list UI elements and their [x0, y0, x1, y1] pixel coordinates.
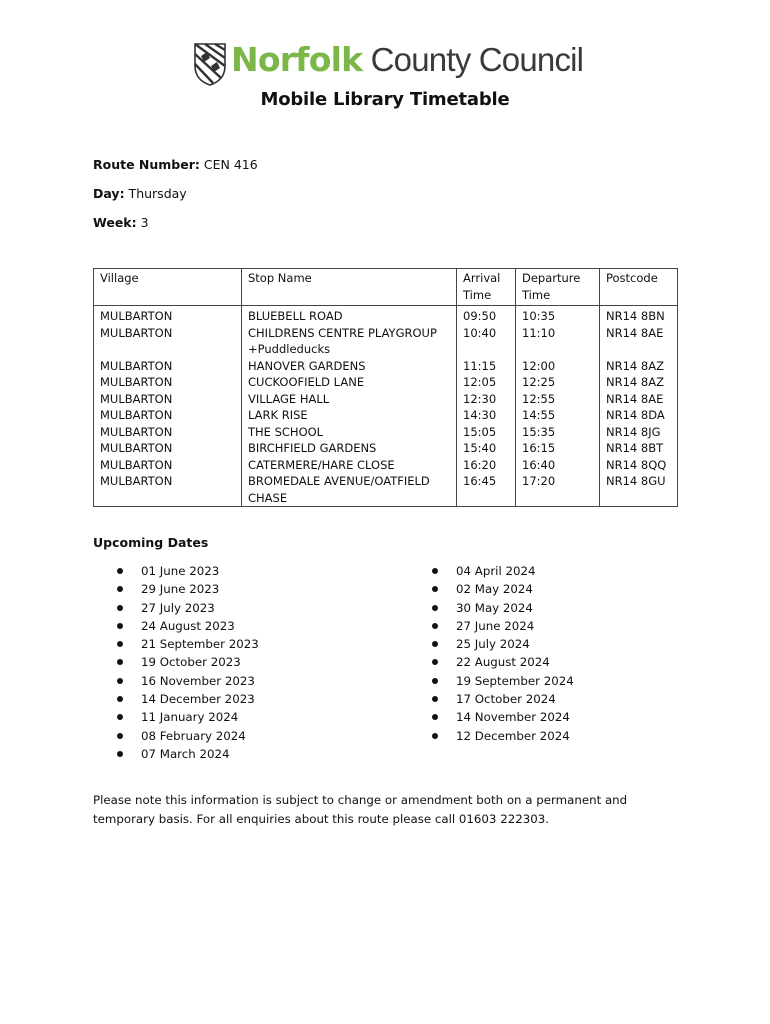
disclaimer-note: Please note this information is subject to change or amendment both on a permanent and temporary basis. For all enquiries about this route please call 01603 222303. [93, 793, 628, 826]
bullet-icon [432, 568, 438, 574]
table-row [94, 374, 678, 391]
stop-name-cell: BIRCHFIELD GARDENS [242, 440, 457, 457]
postcode-cell: NR14 8AE [600, 391, 678, 408]
list-item [432, 635, 574, 653]
bullet-icon [117, 605, 123, 611]
departure-cell: 11:10 [516, 325, 600, 358]
list-item [117, 745, 259, 763]
departure-cell: 17:20 [516, 473, 600, 507]
arrival-cell: 12:30 [457, 391, 516, 408]
list-item [432, 599, 574, 617]
departure-cell: 16:15 [516, 440, 600, 457]
date-text: 04 April 2024 [456, 564, 536, 578]
village-cell: MULBARTON [94, 306, 242, 325]
table-row [94, 440, 678, 457]
arrival-cell: 16:45 [457, 473, 516, 507]
bullet-icon [117, 751, 123, 757]
date-text: 07 March 2024 [141, 746, 230, 761]
bullet-icon [432, 605, 438, 611]
village-cell: MULBARTON [94, 325, 242, 358]
departure-cell: 12:55 [516, 391, 600, 408]
date-text: 16 November 2023 [141, 673, 255, 688]
date-text: 27 July 2023 [141, 600, 215, 615]
upcoming-dates-right-list [432, 562, 574, 745]
departure-cell: 12:25 [516, 374, 600, 391]
bullet-icon [117, 696, 123, 702]
week [93, 215, 149, 230]
list-item [117, 617, 259, 635]
stop-name-cell: CUCKOOFIELD LANE [242, 374, 457, 391]
departure-cell: 14:55 [516, 407, 600, 424]
bullet-icon [117, 641, 123, 647]
list-item [117, 672, 259, 690]
arrival-cell: 09:50 [457, 306, 516, 325]
list-item [432, 580, 574, 598]
upcoming-dates-left-list [117, 562, 259, 763]
list-item [117, 653, 259, 671]
village-cell: MULBARTON [94, 440, 242, 457]
stop-name-cell: VILLAGE HALL [242, 391, 457, 408]
table-row [94, 473, 678, 507]
stop-name-cell: THE SCHOOL [242, 424, 457, 441]
postcode-cell: NR14 8DA [600, 407, 678, 424]
postcode-cell: NR14 8BN [600, 306, 678, 325]
week-value: 3 [140, 215, 149, 230]
date-text: 17 October 2024 [456, 692, 556, 707]
list-item [432, 617, 574, 635]
header-postcode: Postcode [600, 269, 678, 306]
village-cell: MULBARTON [94, 391, 242, 408]
table-row [94, 358, 678, 375]
bullet-icon [432, 733, 438, 739]
postcode-cell: NR14 8AZ [600, 358, 678, 375]
date-text: 12 December 2024 [456, 728, 570, 743]
date-text: 25 July 2024 [456, 637, 530, 652]
list-item [432, 727, 574, 745]
date-text: 22 August 2024 [456, 655, 550, 670]
date-text: 14 December 2023 [141, 692, 255, 707]
table-row [94, 424, 678, 441]
day [93, 186, 187, 201]
list-item [117, 635, 259, 653]
bullet-icon [432, 623, 438, 629]
list-item [117, 727, 259, 745]
date-text: 30 May 2024 [456, 600, 533, 615]
stop-name-cell: CATERMERE/HARE CLOSE [242, 457, 457, 474]
bullet-icon [117, 586, 123, 592]
bullet-icon [432, 659, 438, 665]
departure-cell: 15:35 [516, 424, 600, 441]
postcode-cell: NR14 8AZ [600, 374, 678, 391]
departure-cell: 16:40 [516, 457, 600, 474]
stop-name-cell: CHILDRENS CENTRE PLAYGROUP +Puddleducks [242, 325, 457, 358]
date-text: 24 August 2023 [141, 618, 235, 633]
date-text: 21 September 2023 [141, 637, 259, 652]
arrival-cell: 12:05 [457, 374, 516, 391]
bullet-icon [432, 714, 438, 720]
council-crest-icon [193, 42, 227, 86]
departure-cell: 12:00 [516, 358, 600, 375]
arrival-cell: 14:30 [457, 407, 516, 424]
village-cell: MULBARTON [94, 473, 242, 507]
date-text: 19 October 2023 [141, 655, 241, 670]
stop-name-cell: BLUEBELL ROAD [242, 306, 457, 325]
postcode-cell: NR14 8BT [600, 440, 678, 457]
header-village: Village [94, 269, 242, 306]
list-item [117, 690, 259, 708]
upcoming-dates-title: Upcoming Dates [93, 535, 209, 550]
week-label: Week: [93, 215, 137, 230]
stop-name-cell: HANOVER GARDENS [242, 358, 457, 375]
village-cell: MULBARTON [94, 374, 242, 391]
list-item [432, 672, 574, 690]
table-header-row [94, 269, 678, 306]
postcode-cell: NR14 8GU [600, 473, 678, 507]
arrival-cell: 15:05 [457, 424, 516, 441]
route-label: Route Number: [93, 157, 200, 172]
postcode-cell: NR14 8AE [600, 325, 678, 358]
route-value: CEN 416 [203, 157, 258, 172]
bullet-icon [117, 733, 123, 739]
date-text: 01 June 2023 [141, 564, 220, 578]
stop-name-cell: BROMEDALE AVENUE/OATFIELD CHASE [242, 473, 457, 507]
header-stop-name: Stop Name [242, 269, 457, 306]
table-row [94, 407, 678, 424]
date-text: 19 September 2024 [456, 673, 574, 688]
date-text: 08 February 2024 [141, 728, 246, 743]
arrival-cell: 11:15 [457, 358, 516, 375]
arrival-cell: 16:20 [457, 457, 516, 474]
bullet-icon [432, 678, 438, 684]
village-cell: MULBARTON [94, 358, 242, 375]
village-cell: MULBARTON [94, 424, 242, 441]
day-label: Day: [93, 186, 125, 201]
timetable [93, 268, 678, 507]
bullet-icon [117, 714, 123, 720]
list-item [432, 653, 574, 671]
bullet-icon [117, 623, 123, 629]
wordmark-rest: County Council [362, 41, 584, 78]
bullet-icon [432, 696, 438, 702]
list-item [117, 599, 259, 617]
list-item [117, 708, 259, 726]
council-wordmark [231, 40, 583, 79]
day-value: Thursday [128, 186, 187, 201]
stop-name-cell: LARK RISE [242, 407, 457, 424]
postcode-cell: NR14 8JG [600, 424, 678, 441]
departure-cell: 10:35 [516, 306, 600, 325]
page-title: Mobile Library Timetable [260, 89, 510, 110]
date-text: 29 June 2023 [141, 582, 220, 597]
table-row [94, 457, 678, 474]
arrival-cell: 15:40 [457, 440, 516, 457]
header-departure-time: Departure Time [516, 269, 600, 306]
date-text: 11 January 2024 [141, 710, 239, 725]
bullet-icon [117, 659, 123, 665]
arrival-cell: 10:40 [457, 325, 516, 358]
route-number [93, 157, 258, 172]
bullet-icon [432, 586, 438, 592]
village-cell: MULBARTON [94, 457, 242, 474]
date-text: 14 November 2024 [456, 710, 570, 725]
wordmark-bold: Norfolk [231, 40, 363, 79]
list-item [117, 580, 259, 598]
bullet-icon [432, 641, 438, 647]
norfolk-county-council-logo [193, 42, 593, 88]
table-row [94, 391, 678, 408]
date-text: 02 May 2024 [456, 582, 533, 597]
list-item [432, 562, 574, 580]
list-item [432, 708, 574, 726]
bullet-icon [117, 678, 123, 684]
date-text: 27 June 2024 [456, 618, 535, 633]
village-cell: MULBARTON [94, 407, 242, 424]
table-row [94, 325, 678, 358]
postcode-cell: NR14 8QQ [600, 457, 678, 474]
bullet-icon [117, 568, 123, 574]
list-item [432, 690, 574, 708]
header-arrival-time: Arrival Time [457, 269, 516, 306]
table-row [94, 306, 678, 325]
list-item [117, 562, 259, 580]
